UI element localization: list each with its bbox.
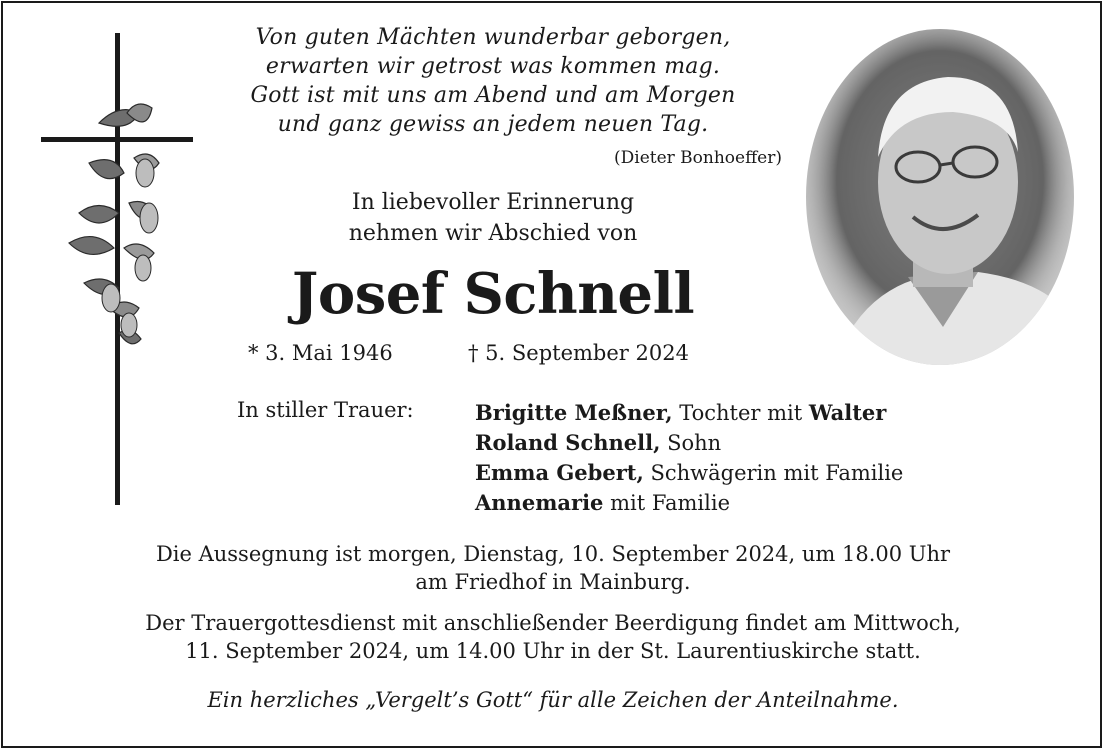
poem-line: und ganz gewiss an jedem neuen Tag. <box>277 112 709 137</box>
funeral-service-info: Der Trauergottesdienst mit anschließender Beerdigung findet am Mittwoch, 11. September 2024, um 14.00 Uhr in der St. Laurentiuskirche statt. <box>145 611 961 663</box>
mourner-entry: Annemarie mit Familie <box>475 490 730 515</box>
portrait-photo <box>803 27 1077 407</box>
poem-line: Gott ist mit uns am Abend und am Morgen <box>250 83 736 108</box>
poem-line: Von guten Mächten wunderbar geborgen, <box>255 25 731 50</box>
thanks-line: Ein herzliches „Vergelt’s Gott“ für alle Zeichen der Anteilnahme. <box>207 688 899 712</box>
mourner-entry: Brigitte Meßner, Tochter mit Walter <box>475 400 887 425</box>
intro-line: nehmen wir Abschied von <box>348 221 638 246</box>
poem-author: (Dieter Bonhoeffer) <box>614 148 782 168</box>
obituary-notice <box>1 1 1102 748</box>
funeral-blessing-info: Die Aussegnung ist morgen, Dienstag, 10. September 2024, um 18.00 Uhr am Friedhof in Mainburg. <box>155 542 951 594</box>
poem-line: erwarten wir getrost was kommen mag. <box>265 54 721 79</box>
death-date: † 5. September 2024 <box>468 341 689 365</box>
mourner-entry: Emma Gebert, Schwägerin mit Familie <box>475 460 904 485</box>
deceased-name: Josef Schnell <box>291 261 695 327</box>
birth-date: * 3. Mai 1946 <box>248 341 393 365</box>
intro-text <box>203 187 783 249</box>
mourners-list <box>475 398 903 518</box>
mourning-label: In stiller Trauer: <box>237 398 414 422</box>
bonhoeffer-poem <box>173 23 813 139</box>
mourner-entry: Roland Schnell, Sohn <box>475 430 722 455</box>
intro-line: In liebevoller Erinnerung <box>351 190 635 215</box>
